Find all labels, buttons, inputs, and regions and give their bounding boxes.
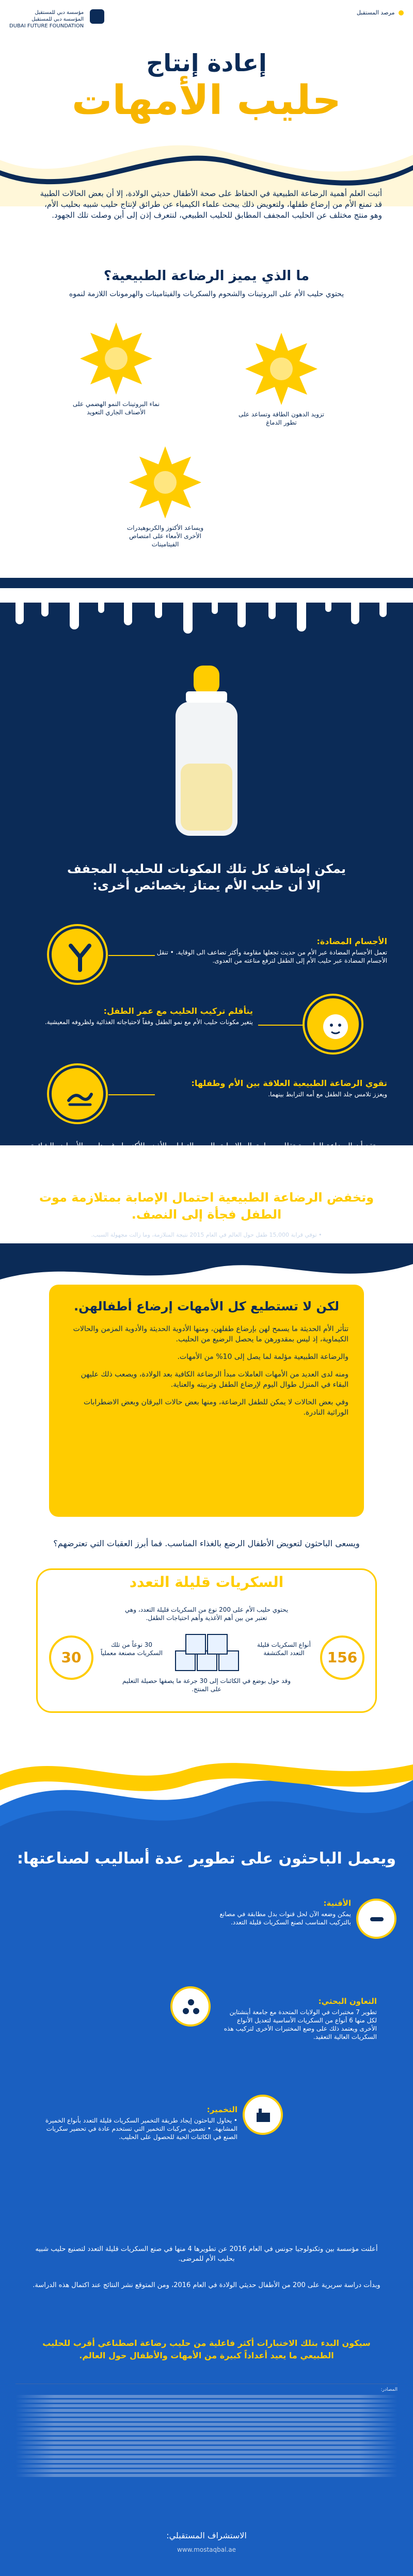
collaboration-circle [170,1986,211,2027]
observatory-logo-icon [399,10,404,15]
mothers-cannot-breastfeed-box: لكن لا تستطيع كل الأمهات إرضاع أطفالهن. تتأثر الأم الحديثة ما يسمح لهن بإرضاع طفلهن، ومنها الأدوية الحديثة والأدوية المزمن والحالات الكيماوية، إذ ليس بمقدورهن ما يحصل الرضيع من الحليب. والرضاعة الطبيعية مؤلمة لما يصل إلى 10% من الأمهات. ومنه لدى العديد من الأمهات العاملات مبدأ الرضاعة الكافية بعد الولادة، ويصعب ذلك عليهن البقاء في المنزل طوال اليوم لإرضاع الطفل وتربيته والعناية. وفي بعض الحالات لا يمكن للطفل الرضاعة، ومنها بعض حالات اليرقان وبعض الاضطرابات الوراثية النادرة. [49,1285,364,1517]
fats-label: تزويد الدهون الطاقة وتساعد على تطور الدماغ [238,411,325,426]
obstacles-question: ويسعى الباحثون لتعويض الأطفال الرضع بالغذاء المناسب. فما أبرز العقبات التي تعترضهم؟ [53,1538,360,1548]
main-title: حليب الأمهات [72,77,341,124]
feature-bonding: تقوي الرضاعة الطبيعية العلاقة بين الأم وطفلها: ويعزز تلامس جلد الطفل مع أمه الترابط بينهما. [191,1078,387,1098]
molecule-icon [181,1997,201,2017]
foundation-logo-icon [90,9,104,24]
bond-circle [49,1065,106,1122]
dubai-future-foundation-logo [9,9,104,29]
antibodies-circle [49,926,106,983]
sugars-bottom-text: وقد حول بوضع في الكائنات إلى 30 جرعة ما يصفها حصيلة التعليم على المنتج. [122,1677,291,1693]
method-collaboration: التعاون البحثي: تطوير 7 مختبرات في الولايات المتحدة مع جامعة أينشتاين لكل منها 6 أنواع من السكريات الأساسية لتعديل الأنواع الأخرى ويعتمد ذلك على وضع المختبرات الأخرى لتركيب هذه السكريات العالية التعقيد. [224,1997,377,2040]
connector-line [258,1025,305,1026]
proteins-label: نماء البروتينات النمو الهضمي على الأصناف الجاري التعويد [72,400,160,416]
method-fermentation: التخمير: • يحاول الباحثون إيجاد طريقة التخمير السكريات قليلة التعدد بأنواع الخميرة المشابهة. • تضمين مركبات التخمير التي تستخدم عادة في تحضير سكريات الصنع في الكائنات الحية للحصول على الحليب. [45,2105,237,2141]
holding-hands-icon [65,1081,96,1112]
feature-adaptive-composition: يتأقلم تركيب الحليب مع عمر الطفل: يتغير مكونات حليب الأم مع نمو الطفل وفقاً لاحتياجاته الغذائية ولظروفه المعيشية. [44,1006,253,1026]
research-title: ويعمل الباحثون على تطوير عدة أساليب لصناعتها: [17,1850,396,1868]
sugars-top-text: يحتوي حليب الأم على 200 نوع من السكريات قليلة التعدد، وهي تعتبر من بين أهم الأغذية وأهم احتياجات الطفل. [124,1606,289,1622]
synthesized-sugars-label: 30 نوعاً من تلك السكريات مصنعة معملياً [101,1641,163,1657]
footer-url[interactable]: www.mostaqbal.ae [177,2546,236,2553]
baby-bottle-illustration [145,660,268,846]
intro-paragraph: أثبت العلم أهمية الرضاعة الطبيعية في الحفاظ على صحة الأطفال حديثي الولادة، إلا أن بعض الحالات الطبية قد تمنع الأم من إرضاع طفلها، ولتعويض ذلك يبحث علماء الكيمياء عن طرائق لإنتاج حليب شبيه بحليب الأم، وهو منتج مختلف عن الحليب المجفف المطابق للحليب الطبيعي، لنتعرف إذن إلى أين وصلت تلك الجهود. [40,189,382,220]
fermentation-circle [243,2095,283,2135]
discovered-sugars-number: 156 [320,1635,364,1680]
foundation-logo-text: مؤسسة دبي للمستقبل المؤسسة دبي للمستقبل DUBAI FUTURE FOUNDATION [9,10,84,29]
footer-title: الاستشراف المستقبلي: [166,2531,247,2540]
sids-highlight: وتخفض الرضاعة الطبيعية احتمال الإصابة بمتلازمة موت الطفل فجأة إلى النصف. [39,1190,374,1222]
factory-icon [253,2105,273,2125]
tube-icon [367,1909,387,1929]
baby-face-icon [320,1011,351,1042]
milk-drips-decoration [0,557,413,645]
feature-antibodies: الأجسام المضادة: تعمل الأجسام المضادة عبر الأم من حديث تجعلها مقاومة وأكثر تضاعف الى الوقاية. • تنقل الأجسام المضادة عبر حليب الأم إلى الطفل لترفع مناعته من العدوى. [156,936,387,964]
future-observatory-logo: مرصد المستقبل [357,9,404,16]
fats-burst-icon [243,330,320,408]
natural-section-subtitle: يحتوي حليب الأم على البروتينات والشحوم والسكريات والفيتامينات والهرمونات اللازمة لنموه [69,290,344,298]
yellow-splash-decoration [0,1744,413,1811]
baby-circle [305,996,361,1052]
title-top: إعادة إنتاج [146,49,267,77]
diseases-paragraph: ويعتقد أن الرضاعة الطبيعية تقلل من احتمال الإصابة بالربو والتهابات الأذن والأكزيما وغيرها من الأمراض الشائعة. [27,1141,386,1151]
proteins-burst-icon [77,320,155,397]
conclusion: سيكون البدء بتلك الاختبارات أكثر فاعلية من حليب رضاعة اصطناعي أقرب للحليب الطبيعي ما يعيد أعداداً كبيرة من الأمهات والأطفال حول العالم. [42,2338,371,2360]
sugars-title: السكريات قليلة التعدد [129,1574,284,1591]
sids-note: • توفي قرابة 15,000 طفل حول العالم في العام 2015 نتيجة المتلازمة، وما زالت مجهولة السبب. [91,1232,322,1238]
clinical-study-paragraph: وبدأت دراسة سريرية على 200 من الأطفال حديثي الولادة في العام 2016، ومن المتوقع نشر النتائج عند اكتمال هذه الدراسة. [33,2281,380,2289]
references: المصادر: [15,2384,398,2502]
section-wave [0,1243,413,1290]
natural-section-title: ما الذي يميز الرضاعة الطبيعية؟ [103,268,310,284]
discovered-sugars-label: أنواع السكريات قليلة التعدد المكتشفة [257,1641,311,1657]
sugar-cubes-icon [170,1633,243,1674]
lactose-burst-icon [126,444,204,521]
antibody-icon [65,942,96,973]
properties-title: يمكن إضافة كل تلك المكونات للحليب المجفف إلا أن حليب الأم يمتاز بخصائص أخرى: [67,862,346,893]
channels-circle [356,1899,396,1939]
lactose-label: ويساعد الأكتوز والكربوهيدرات الأخرى الأمعاء على امتصاص الفيتامينات [126,524,204,548]
company-paragraph: أعلنت مؤسسة بين وتكنولوجيا جونس في العام 2016 عن تطويرها 4 منها في صنع السكريات قليلة التعدد لتصنيع حليب شبيه بحليب الأم للمرضى. [35,2245,378,2263]
synthesized-sugars-number: 30 [49,1635,93,1680]
method-channels: الأقنية: يمكن وضعه الآن لحل قنوات بدل مطابقة في مصانع بالتركيب المناسب لصنع السكريات قليلة التعدد. [219,1899,351,1926]
